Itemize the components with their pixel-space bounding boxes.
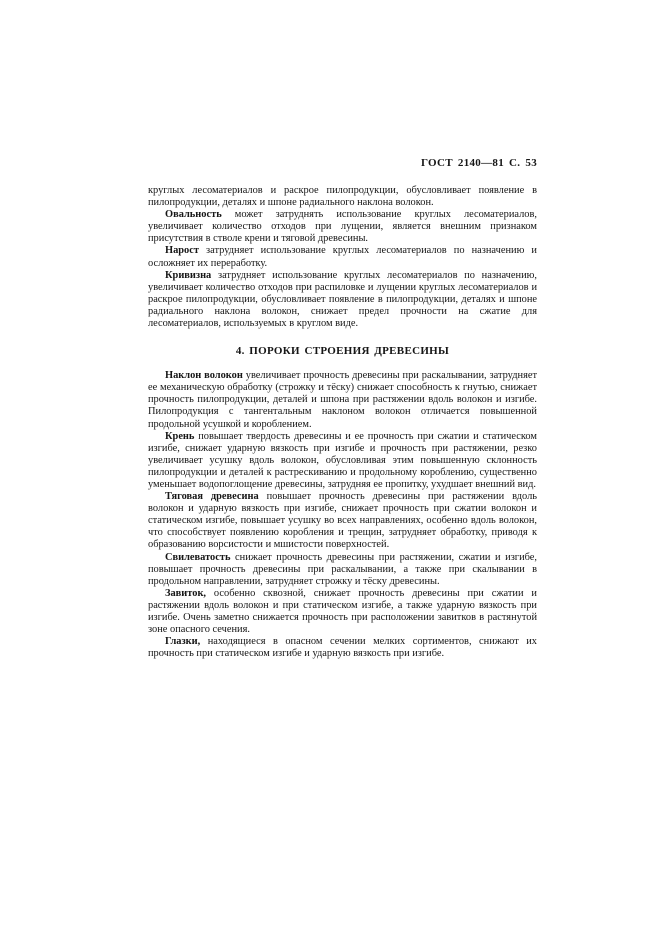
paragraph-lead: Кривизна — [165, 269, 212, 281]
paragraph-lead: Тяговая древесина — [165, 491, 259, 503]
paragraph-lead: Свилеватость — [165, 551, 231, 563]
paragraph-lead: Овальность — [165, 209, 222, 221]
paragraph-krivizna — [148, 270, 537, 330]
page-header: ГОСТ 2140—81 С. 53 — [420, 157, 537, 169]
paragraph-text: может затруднять использование круглых лесоматериалов, увеличивает количество отходов при лущении, является внешним признаком присутствия в стволе крени и тяговой древесины. — [148, 209, 537, 245]
paragraph-continuation — [148, 185, 537, 209]
paragraph-lead: Завиток, — [165, 587, 207, 599]
paragraph-zavitok — [148, 588, 537, 636]
paragraph-kren — [148, 431, 537, 491]
paragraph-tyagovaya-drevesina — [148, 491, 537, 551]
section-title: 4. ПОРОКИ СТРОЕНИЯ ДРЕВЕСИНЫ — [235, 345, 450, 358]
paragraph-lead: Крень — [165, 430, 195, 442]
paragraph-text: снижает прочность древесины при растяжении, сжатии и изгибе, повышает прочность древесины при раскалывании, а также при скалывании в продольном направлении, затрудняет строжку и тёску древесины. — [148, 551, 537, 587]
page-content — [148, 157, 537, 660]
paragraph-text: особенно сквозной, снижает прочность древесины при сжатии и растяжении вдоль волокон и при статическом изгибе, а также ударную вязкость при изгибе. Очень заметно снижается прочность при расположении завитков в растянутой зоне опасного сечения. — [148, 587, 537, 636]
paragraph-text: увеличивает прочность древесины при раскалывании, затрудняет ее механическую обработку (строжку и тёску) снижает способность к гнутью, снижает прочность пилопродукции, деталей и шпона при растяжении вдоль волокон и изгибе. Пилопродукция с тангентальным наклоном волокон отличается повышенной продольной усушкой и короблением. — [148, 370, 537, 430]
paragraph-narost — [148, 245, 537, 269]
paragraph-lead: Глазки, — [165, 636, 201, 648]
paragraph-ovalnost — [148, 209, 537, 245]
paragraph-glazki — [148, 636, 537, 660]
paragraph-lead: Нарост — [165, 245, 199, 257]
paragraph-text: затрудняет использование круглых лесоматериалов по назначению и осложняет их переработку. — [148, 245, 537, 269]
paragraph-text: затрудняет использование круглых лесоматериалов по назначению, увеличивает количество отходов при распиловке и лущении круглых лесоматериалов и раскрое пилопродукции, обусловливает появление в пилопродукции, деталях и шпоне радиального наклона волокон, снижает предел прочности на сжатие для лесоматериалов, используемых в круглом виде. — [148, 269, 537, 330]
paragraph-text: круглых лесоматериалов и раскрое пилопродукции, обусловливает появление в пилопродукции, деталях и шпоне радиального наклона волокон. — [148, 185, 537, 209]
paragraph-text: повышает твердость древесины и ее прочность при сжатии и статическом изгибе, снижает ударную вязкость при изгибе и прочность при растяжении, резко увеличивает усушку вдоль волокон, обусловливая этим повышенную склонность пилопродукции и деталей к растрескиванию и продольному короблению, существенно уменьшает водопоглощение древесины, затрудняя ее пропитку, ухудшает внешний вид. — [148, 430, 537, 490]
paragraph-lead: Наклон волокон — [165, 370, 243, 382]
paragraph-text: находящиеся в опасном сечении мелких сортиментов, снижают их прочность при статическом изгибе и ударную вязкость при изгибе. — [148, 636, 537, 660]
paragraph-text: повышает прочность древесины при растяжении вдоль волокон и ударную вязкость при изгибе, снижает прочность при сжатии волокон и статическом изгибе, повышает усушку во всех направлениях, особенно вдоль волокон, что способствует появлению коробления и трещин, затрудняет обработку, приводя к образованию ворсистости и мшистости поверхностей. — [148, 491, 537, 551]
paragraph-svilevatost — [148, 552, 537, 588]
paragraph-naklon-volokon — [148, 370, 537, 430]
